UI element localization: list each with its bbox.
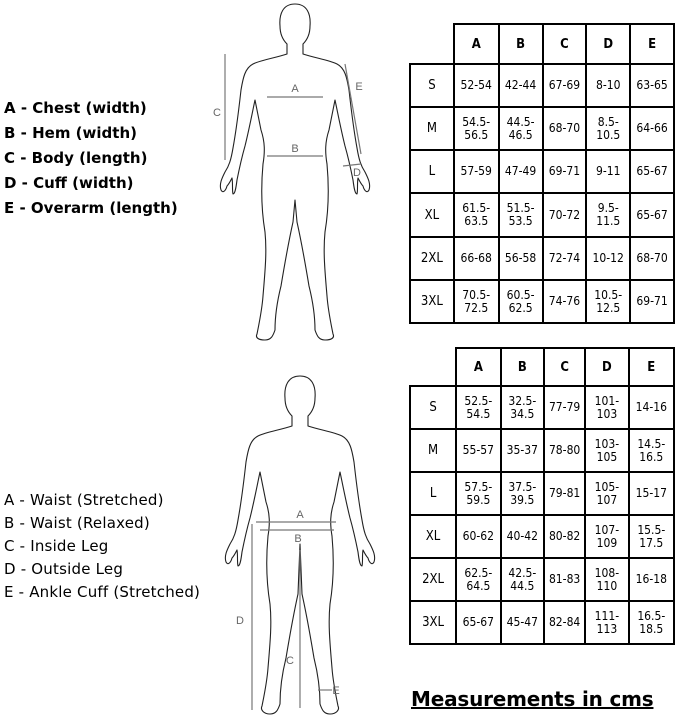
figure-label-d: D xyxy=(353,167,361,179)
table-cell: 32.5-34.5 xyxy=(501,386,544,429)
legend-item: A - Waist (Stretched) xyxy=(4,491,164,509)
size-label: M xyxy=(410,107,454,150)
size-label: S xyxy=(410,386,456,429)
table-cell: 14.5-16.5 xyxy=(629,429,674,472)
measurements-note: Measurements in cms xyxy=(411,687,654,711)
table-cell: 40-42 xyxy=(501,515,544,558)
table-cell: 79-81 xyxy=(544,472,585,515)
col-header: E xyxy=(629,348,674,386)
col-header: D xyxy=(585,348,628,386)
figure-label-e: E xyxy=(355,81,363,93)
table-cell: 62.5-64.5 xyxy=(456,558,500,601)
table-cell: 81-83 xyxy=(544,558,585,601)
table-cell: 54.5-56.5 xyxy=(454,107,499,150)
table-row xyxy=(410,150,674,193)
legend-item: A - Chest (width) xyxy=(4,99,147,117)
table-cell: 10.5-12.5 xyxy=(586,280,630,323)
table-row xyxy=(410,237,674,280)
col-header: C xyxy=(544,348,585,386)
col-header: B xyxy=(499,24,543,64)
table-cell: 68-70 xyxy=(630,237,674,280)
table-cell: 37.5-39.5 xyxy=(501,472,544,515)
figure-label-c: C xyxy=(286,655,294,667)
table-cell: 80-82 xyxy=(544,515,585,558)
table-cell: 35-37 xyxy=(501,429,544,472)
bottom-size-table xyxy=(409,347,675,645)
table-cell: 56-58 xyxy=(499,237,543,280)
table-cell: 10-12 xyxy=(586,237,630,280)
table-cell: 101-103 xyxy=(585,386,628,429)
table-cell: 65-67 xyxy=(630,193,674,237)
size-label: 2XL xyxy=(410,558,456,601)
table-cell: 42-44 xyxy=(499,64,543,107)
legend-item: C - Body (length) xyxy=(4,149,148,167)
col-header: D xyxy=(586,24,630,64)
corner-cell xyxy=(410,24,454,64)
table-cell: 47-49 xyxy=(499,150,543,193)
table-row xyxy=(410,558,674,601)
size-label: 2XL xyxy=(410,237,454,280)
table-cell: 57.5-59.5 xyxy=(456,472,500,515)
top-body-figure xyxy=(195,0,395,345)
legend-item: C - Inside Leg xyxy=(4,537,109,555)
table-cell: 61.5-63.5 xyxy=(454,193,499,237)
legend-item: D - Cuff (width) xyxy=(4,174,134,192)
figure-label-a: A xyxy=(291,83,299,95)
table-cell: 105-107 xyxy=(585,472,628,515)
table-cell: 67-69 xyxy=(543,64,587,107)
table-row xyxy=(410,193,674,237)
table-row xyxy=(410,472,674,515)
top-legend xyxy=(4,96,178,221)
table-cell: 51.5-53.5 xyxy=(499,193,543,237)
figure-label-e: E xyxy=(332,685,340,697)
figure-label-d: D xyxy=(236,615,244,627)
table-cell: 70-72 xyxy=(543,193,587,237)
legend-item: B - Waist (Relaxed) xyxy=(4,514,150,532)
table-cell: 9-11 xyxy=(586,150,630,193)
size-label: M xyxy=(410,429,456,472)
table-header-row xyxy=(410,24,674,64)
figure-label-c: C xyxy=(213,107,221,119)
col-header: B xyxy=(501,348,544,386)
table-cell: 108-110 xyxy=(585,558,628,601)
legend-item: D - Outside Leg xyxy=(4,560,124,578)
table-header-row xyxy=(410,348,674,386)
size-label: XL xyxy=(410,515,456,558)
table-cell: 63-65 xyxy=(630,64,674,107)
table-cell: 16.5-18.5 xyxy=(629,601,674,644)
table-row xyxy=(410,64,674,107)
table-cell: 45-47 xyxy=(501,601,544,644)
table-cell: 65-67 xyxy=(630,150,674,193)
table-cell: 9.5-11.5 xyxy=(586,193,630,237)
bottom-body-figure xyxy=(200,372,400,720)
table-cell: 68-70 xyxy=(543,107,587,150)
table-cell: 111-113 xyxy=(585,601,628,644)
size-label: 3XL xyxy=(410,280,454,323)
figure-label-a: A xyxy=(296,509,304,521)
body-silhouette-outline xyxy=(220,4,369,340)
table-row xyxy=(410,429,674,472)
table-row xyxy=(410,601,674,644)
size-label: L xyxy=(410,472,456,515)
table-cell: 42.5-44.5 xyxy=(501,558,544,601)
legend-item: E - Ankle Cuff (Stretched) xyxy=(4,583,201,601)
top-size-table xyxy=(409,23,675,324)
figure-label-b: B xyxy=(294,533,302,545)
table-cell: 8-10 xyxy=(586,64,630,107)
table-cell: 60-62 xyxy=(456,515,500,558)
table-cell: 107-109 xyxy=(585,515,628,558)
table-cell: 57-59 xyxy=(454,150,499,193)
table-cell: 8.5-10.5 xyxy=(586,107,630,150)
table-cell: 16-18 xyxy=(629,558,674,601)
table-cell: 52.5-54.5 xyxy=(456,386,500,429)
size-label: XL xyxy=(410,193,454,237)
col-header: E xyxy=(630,24,674,64)
bottom-legend xyxy=(4,489,200,604)
table-row xyxy=(410,386,674,429)
legend-item: B - Hem (width) xyxy=(4,124,137,142)
table-cell: 65-67 xyxy=(456,601,500,644)
col-header: C xyxy=(543,24,587,64)
table-cell: 78-80 xyxy=(544,429,585,472)
table-cell: 15.5-17.5 xyxy=(629,515,674,558)
size-label: L xyxy=(410,150,454,193)
table-cell: 74-76 xyxy=(543,280,587,323)
table-cell: 69-71 xyxy=(543,150,587,193)
size-label: S xyxy=(410,64,454,107)
figure-label-b: B xyxy=(291,143,299,155)
table-cell: 66-68 xyxy=(454,237,499,280)
table-cell: 77-79 xyxy=(544,386,585,429)
col-header: A xyxy=(456,348,500,386)
table-row xyxy=(410,280,674,323)
table-cell: 64-66 xyxy=(630,107,674,150)
col-header: A xyxy=(454,24,499,64)
table-cell: 103-105 xyxy=(585,429,628,472)
table-cell: 72-74 xyxy=(543,237,587,280)
legend-item: E - Overarm (length) xyxy=(4,199,178,217)
table-cell: 15-17 xyxy=(629,472,674,515)
table-cell: 69-71 xyxy=(630,280,674,323)
table-cell: 55-57 xyxy=(456,429,500,472)
table-row xyxy=(410,107,674,150)
table-cell: 52-54 xyxy=(454,64,499,107)
table-cell: 44.5-46.5 xyxy=(499,107,543,150)
table-cell: 60.5-62.5 xyxy=(499,280,543,323)
table-cell: 14-16 xyxy=(629,386,674,429)
size-label: 3XL xyxy=(410,601,456,644)
corner-cell xyxy=(410,348,456,386)
table-cell: 70.5-72.5 xyxy=(454,280,499,323)
table-row xyxy=(410,515,674,558)
table-cell: 82-84 xyxy=(544,601,585,644)
